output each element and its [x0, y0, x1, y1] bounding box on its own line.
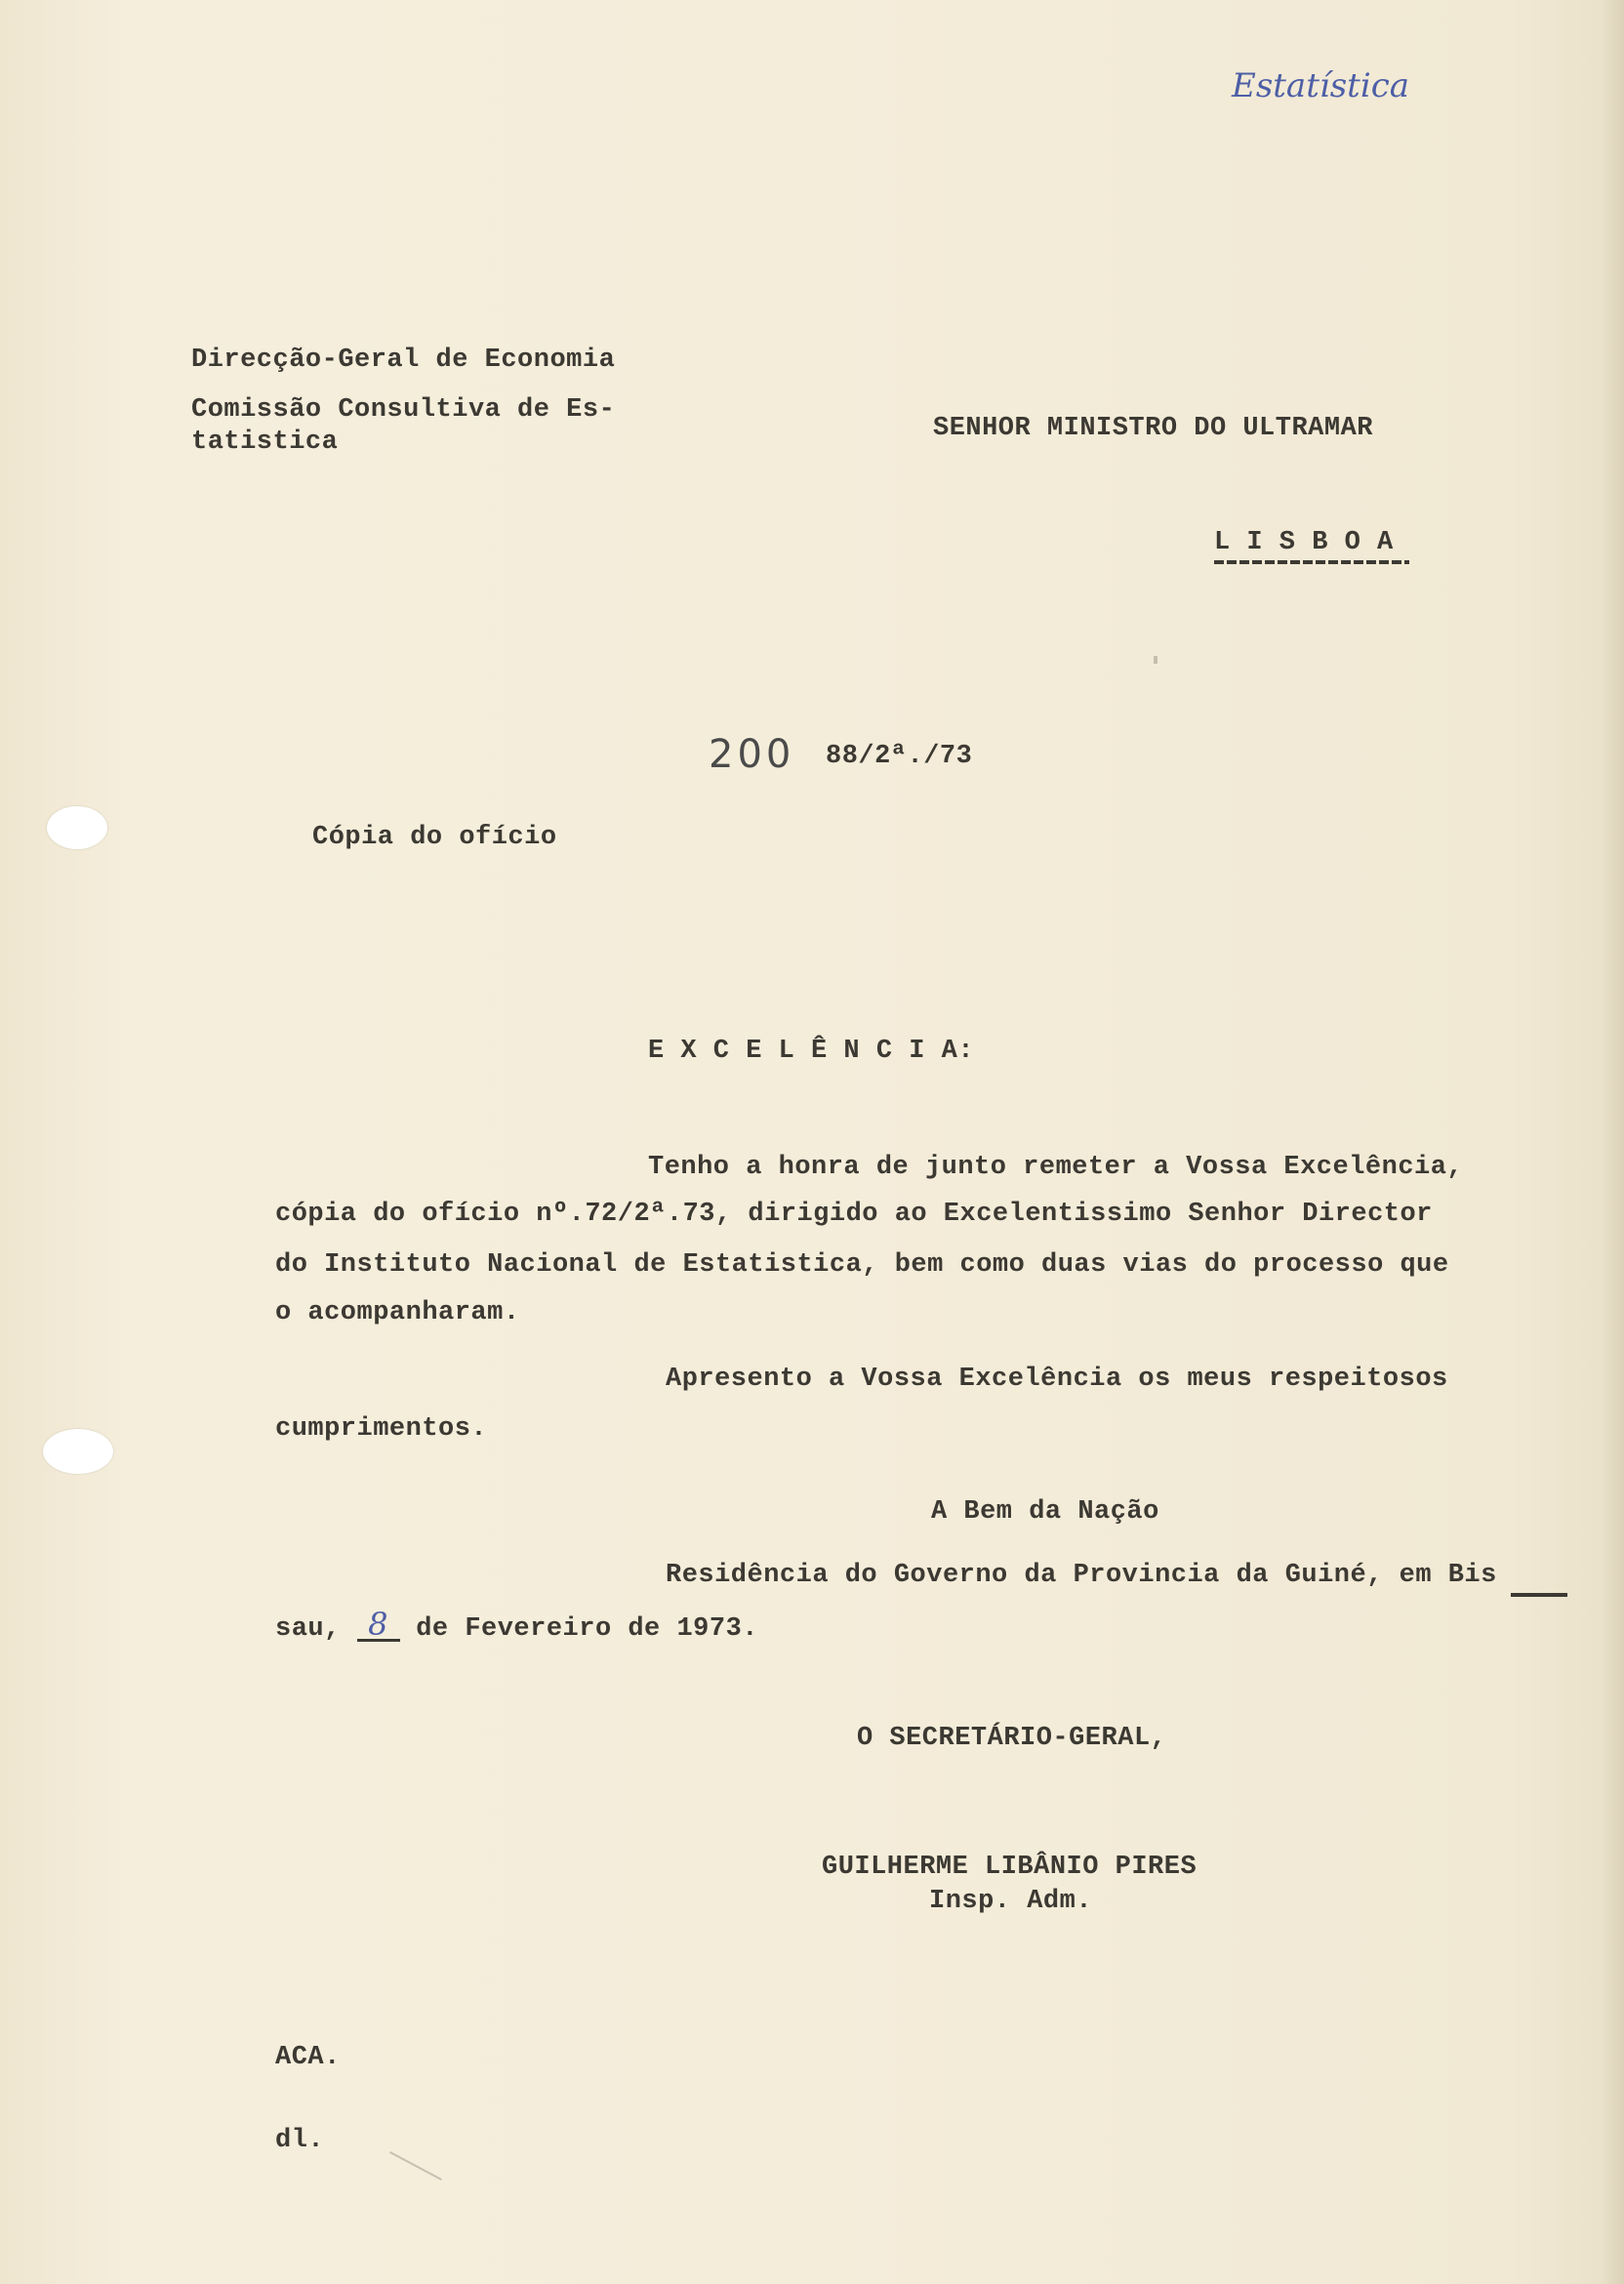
punch-hole-top: [47, 806, 107, 849]
closing-motto: A Bem da Nação: [931, 1497, 1159, 1527]
handwritten-day: 8: [357, 1611, 400, 1642]
closing-place-line1: Residência do Governo da Provincia da Guiné, em Bis: [666, 1561, 1497, 1590]
recipient-city: L I S B O A: [1214, 528, 1394, 557]
closing-place-prefix: sau,: [275, 1614, 341, 1644]
sender-line-2: Comissão Consultiva de Es-: [191, 395, 616, 425]
body-p1-line3: do Instituto Nacional de Estatistica, bem como duas vias do processo que: [275, 1250, 1449, 1280]
recipient-title: SENHOR MINISTRO DO ULTRAMAR: [933, 414, 1373, 443]
footer-initials-1: ACA.: [275, 2043, 341, 2072]
sender-line-3: tatistica: [191, 428, 339, 457]
body-p2-line2: cumprimentos.: [275, 1414, 488, 1444]
punch-hole-bottom: [43, 1429, 113, 1474]
body-p1-line1: Tenho a honra de junto remeter a Vossa Excelência,: [648, 1153, 1464, 1182]
closing-place-suffix: de Fevereiro de 1973.: [416, 1614, 758, 1644]
footer-initials-2: dl.: [275, 2126, 325, 2155]
body-p2-line1: Apresento a Vossa Excelência os meus respeitosos: [666, 1365, 1448, 1394]
signature-name: GUILHERME LIBÂNIO PIRES: [822, 1853, 1198, 1882]
registry-number: 200: [709, 732, 795, 777]
signature-role: O SECRETÁRIO-GERAL,: [857, 1724, 1167, 1753]
body-p1-line2: cópia do ofício nº.72/2ª.73, dirigido ao Excelentissimo Senhor Director: [275, 1200, 1433, 1229]
recipient-city-underline: [1214, 560, 1409, 564]
closing-place-underline: [1511, 1593, 1567, 1597]
paper-speck: [1154, 656, 1157, 664]
subject-line: Cópia do ofício: [312, 823, 557, 852]
paper-edge-shadow: [1601, 0, 1624, 2284]
signature-title: Insp. Adm.: [929, 1887, 1093, 1916]
handwritten-annotation: Estatística: [1232, 66, 1410, 105]
salutation: E X C E L Ê N C I A:: [648, 1037, 975, 1066]
body-p1-line4: o acompanharam.: [275, 1298, 520, 1327]
sender-line-1: Direcção-Geral de Economia: [191, 346, 616, 375]
reference-number: 88/2ª./73: [826, 742, 973, 771]
closing-place-line2: [275, 1606, 758, 1644]
